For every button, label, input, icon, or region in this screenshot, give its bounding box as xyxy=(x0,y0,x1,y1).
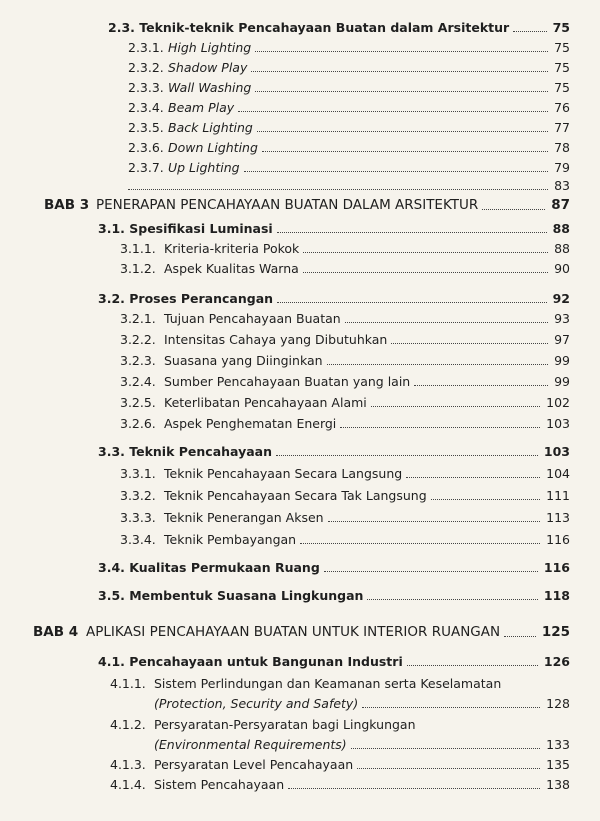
toc-entry-4-1-2[interactable] xyxy=(110,717,570,733)
toc-entry-title: Sistem Pencahayaan xyxy=(154,777,285,792)
toc-entry-page: 75 xyxy=(552,20,570,35)
leader-dots xyxy=(504,636,536,637)
toc-entry-page: 99 xyxy=(554,353,570,368)
leader-dots xyxy=(288,788,540,789)
toc-entry-3-5[interactable] xyxy=(98,588,570,604)
toc-entry-page: 116 xyxy=(543,560,570,575)
toc-entry-number: 3.2.4. xyxy=(120,374,156,389)
toc-entry-3-1-2[interactable] xyxy=(120,261,570,277)
toc-entry-title: Teknik Pencahayaan Secara Langsung xyxy=(164,466,403,481)
toc-entry-page: 77 xyxy=(554,120,570,135)
toc-entry-3-2[interactable] xyxy=(98,291,570,307)
toc-entry-number: 3.3.2. xyxy=(120,488,156,503)
toc-entry-page: 75 xyxy=(554,40,570,55)
toc-entry-3-3[interactable] xyxy=(98,444,570,460)
toc-entry-page: 88 xyxy=(552,221,570,236)
toc-entry-page: 104 xyxy=(546,466,570,481)
toc-entry-page: 113 xyxy=(546,510,570,525)
toc-entry-number: 2.3.5. xyxy=(128,120,164,135)
leader-dots xyxy=(345,322,548,323)
toc-entry-title: Beam Play xyxy=(168,100,235,115)
toc-entry-title: 3.3. Teknik Pencahayaan xyxy=(98,444,272,459)
toc-entry-page: 126 xyxy=(543,654,570,669)
toc-entry-2-3-1[interactable] xyxy=(128,40,570,56)
leader-dots xyxy=(371,406,540,407)
leader-dots xyxy=(327,364,549,365)
toc-entry-3-2-3[interactable] xyxy=(120,353,570,369)
toc-entry-page: 116 xyxy=(546,532,570,547)
toc-entry-number: 4.1.2. xyxy=(110,717,146,732)
chapter-title: PENERAPAN PENCAHAYAAN BUATAN DALAM ARSITEKTUR xyxy=(96,197,479,213)
toc-entry-title: 3.5. Membentuk Suasana Lingkungan xyxy=(98,588,364,603)
toc-entry-number: 3.1.2. xyxy=(120,261,156,276)
leader-dots xyxy=(251,71,548,72)
toc-entry-page: 78 xyxy=(554,140,570,155)
leader-dots xyxy=(300,543,540,544)
toc-entry-4-1-4[interactable] xyxy=(110,777,570,793)
leader-dots xyxy=(367,599,537,600)
leader-dots xyxy=(262,151,548,152)
toc-entry-page: 90 xyxy=(554,261,570,276)
leader-dots xyxy=(244,171,549,172)
leader-dots xyxy=(257,131,548,132)
leader-dots xyxy=(406,477,540,478)
toc-entry-page: 128 xyxy=(546,696,570,711)
leader-dots xyxy=(128,189,548,190)
toc-entry-2-3-3[interactable] xyxy=(128,80,570,96)
toc-chapter-bab-4[interactable] xyxy=(33,624,570,641)
toc-entry-number: 3.3.4. xyxy=(120,532,156,547)
toc-entry-title: 2.3. Teknik-teknik Pencahayaan Buatan dalam Arsitektur xyxy=(108,20,510,35)
toc-entry-3-1-1[interactable] xyxy=(120,241,570,257)
toc-entry-3-3-4[interactable] xyxy=(120,532,570,548)
leader-dots xyxy=(431,499,541,500)
toc-entry-number: 3.3.3. xyxy=(120,510,156,525)
toc-entry-title: Keterlibatan Pencahayaan Alami xyxy=(164,395,367,410)
toc-entry-page: 92 xyxy=(552,291,570,306)
leader-dots xyxy=(255,91,548,92)
toc-entry-title: 3.4. Kualitas Permukaan Ruang xyxy=(98,560,320,575)
leader-dots xyxy=(513,31,546,32)
toc-entry-number: 3.3.1. xyxy=(120,466,156,481)
leader-dots xyxy=(482,209,545,210)
toc-entry-4-1-1[interactable] xyxy=(110,676,570,692)
toc-entry-title-continued: (Environmental Requirements) xyxy=(154,737,347,752)
toc-entry-3-2-4[interactable] xyxy=(120,374,570,390)
toc-entry-page: 133 xyxy=(546,737,570,752)
toc-entry-title-continued: (Protection, Security and Safety) xyxy=(154,696,359,711)
toc-entry-title: Aspek Penghematan Energi xyxy=(164,416,337,431)
toc-entry-3-2-5[interactable] xyxy=(120,395,570,411)
chapter-label: BAB 3 xyxy=(44,197,90,213)
toc-entry-number: 3.2.1. xyxy=(120,311,156,326)
toc-entry-number: 3.2.3. xyxy=(120,353,156,368)
toc-entry-title: 3.1. Spesifikasi Luminasi xyxy=(98,221,273,236)
leader-dots xyxy=(238,111,548,112)
toc-entry-4-1-3[interactable] xyxy=(110,757,570,773)
chapter-page: 125 xyxy=(541,624,570,640)
toc-entry-3-3-1[interactable] xyxy=(120,466,570,482)
toc-entry-title: Persyaratan Level Pencahayaan xyxy=(154,757,354,772)
leader-dots xyxy=(357,768,540,769)
toc-entry-page: 118 xyxy=(543,588,570,603)
toc-entry-title: Intensitas Cahaya yang Dibutuhkan xyxy=(164,332,388,347)
chapter-title: APLIKASI PENCAHAYAAN BUATAN UNTUK INTERIOR RUANGAN xyxy=(86,624,501,640)
toc-entry-4-1-2-line2[interactable] xyxy=(154,737,570,753)
toc-entry-title: Kriteria-kriteria Pokok xyxy=(164,241,300,256)
toc-entry-3-2-2[interactable] xyxy=(120,332,570,348)
toc-entry-title: High Lighting xyxy=(168,40,252,55)
toc-entry-title: Down Lighting xyxy=(168,140,258,155)
toc-entry-title: Aspek Kualitas Warna xyxy=(164,261,299,276)
toc-entry-2-3-2[interactable] xyxy=(128,60,570,76)
toc-entry-continuation[interactable] xyxy=(128,178,570,194)
toc-entry-number: 2.3.1. xyxy=(128,40,164,55)
toc-entry-title: Persyaratan-Persyaratan bagi Lingkungan xyxy=(154,717,416,732)
chapter-label: BAB 4 xyxy=(33,624,79,640)
toc-entry-title: Tujuan Pencahayaan Buatan xyxy=(164,311,341,326)
toc-entry-2-3[interactable] xyxy=(108,20,570,36)
toc-entry-4-1-1-line2[interactable] xyxy=(154,696,570,712)
toc-entry-number: 4.1.3. xyxy=(110,757,146,772)
toc-entry-title: 3.2. Proses Perancangan xyxy=(98,291,274,306)
toc-entry-number: 2.3.4. xyxy=(128,100,164,115)
toc-entry-title: Up Lighting xyxy=(168,160,240,175)
toc-entry-title: Shadow Play xyxy=(168,60,248,75)
leader-dots xyxy=(328,521,541,522)
toc-entry-4-1[interactable] xyxy=(98,654,570,670)
toc-entry-page: 88 xyxy=(554,241,570,256)
toc-entry-title: Teknik Pembayangan xyxy=(164,532,297,547)
toc-entry-3-3-3[interactable] xyxy=(120,510,570,526)
toc-entry-page: 103 xyxy=(543,444,570,459)
toc-entry-number: 3.2.2. xyxy=(120,332,156,347)
toc-entry-3-4[interactable] xyxy=(98,560,570,576)
toc-entry-page: 97 xyxy=(554,332,570,347)
toc-chapter-bab-3[interactable] xyxy=(44,197,570,214)
toc-entry-title: Wall Washing xyxy=(168,80,252,95)
leader-dots xyxy=(340,427,540,428)
leader-dots xyxy=(303,272,548,273)
leader-dots xyxy=(324,571,538,572)
toc-entry-number: 4.1.4. xyxy=(110,777,146,792)
leader-dots xyxy=(414,385,548,386)
leader-dots xyxy=(303,252,548,253)
toc-entry-number: 2.3.2. xyxy=(128,60,164,75)
toc-entry-3-2-1[interactable] xyxy=(120,311,570,327)
toc-entry-number: 2.3.6. xyxy=(128,140,164,155)
toc-entry-page: 111 xyxy=(546,488,570,503)
toc-entry-title: 4.1. Pencahayaan untuk Bangunan Industri xyxy=(98,654,403,669)
toc-entry-page: 103 xyxy=(546,416,570,431)
leader-dots xyxy=(407,665,538,666)
toc-entry-2-3-7[interactable] xyxy=(128,160,570,176)
toc-entry-page: 79 xyxy=(554,160,570,175)
toc-entry-2-3-4[interactable] xyxy=(128,100,570,116)
toc-entry-title: Sistem Perlindungan dan Keamanan serta Keselamatan xyxy=(154,676,502,691)
toc-entry-title: Teknik Penerangan Aksen xyxy=(164,510,324,525)
toc-entry-page: 135 xyxy=(546,757,570,772)
toc-entry-number: 3.1.1. xyxy=(120,241,156,256)
toc-entry-title: Suasana yang Diinginkan xyxy=(164,353,323,368)
toc-entry-page: 138 xyxy=(546,777,570,792)
toc-entry-page: 76 xyxy=(554,100,570,115)
leader-dots xyxy=(277,302,547,303)
toc-entry-number: 4.1.1. xyxy=(110,676,146,691)
leader-dots xyxy=(362,707,540,708)
leader-dots xyxy=(391,343,548,344)
toc-entry-page: 75 xyxy=(554,80,570,95)
toc-entry-title: Back Lighting xyxy=(168,120,253,135)
toc-entry-page: 99 xyxy=(554,374,570,389)
leader-dots xyxy=(255,51,548,52)
toc-entry-2-3-6[interactable] xyxy=(128,140,570,156)
toc-entry-page: 75 xyxy=(554,60,570,75)
leader-dots xyxy=(351,748,540,749)
toc-entry-2-3-5[interactable] xyxy=(128,120,570,136)
toc-entry-number: 3.2.5. xyxy=(120,395,156,410)
toc-entry-page: 93 xyxy=(554,311,570,326)
toc-entry-3-1[interactable] xyxy=(98,221,570,237)
toc-entry-page: 102 xyxy=(546,395,570,410)
chapter-page: 87 xyxy=(551,197,570,213)
toc-entry-3-3-2[interactable] xyxy=(120,488,570,504)
toc-entry-number: 2.3.7. xyxy=(128,160,164,175)
toc-entry-page: 83 xyxy=(554,178,570,193)
toc-entry-title: Sumber Pencahayaan Buatan yang lain xyxy=(164,374,411,389)
toc-entry-3-2-6[interactable] xyxy=(120,416,570,432)
toc-entry-title: Teknik Pencahayaan Secara Tak Langsung xyxy=(164,488,427,503)
toc-entry-number: 3.2.6. xyxy=(120,416,156,431)
leader-dots xyxy=(276,455,538,456)
leader-dots xyxy=(277,232,547,233)
toc-entry-number: 2.3.3. xyxy=(128,80,164,95)
